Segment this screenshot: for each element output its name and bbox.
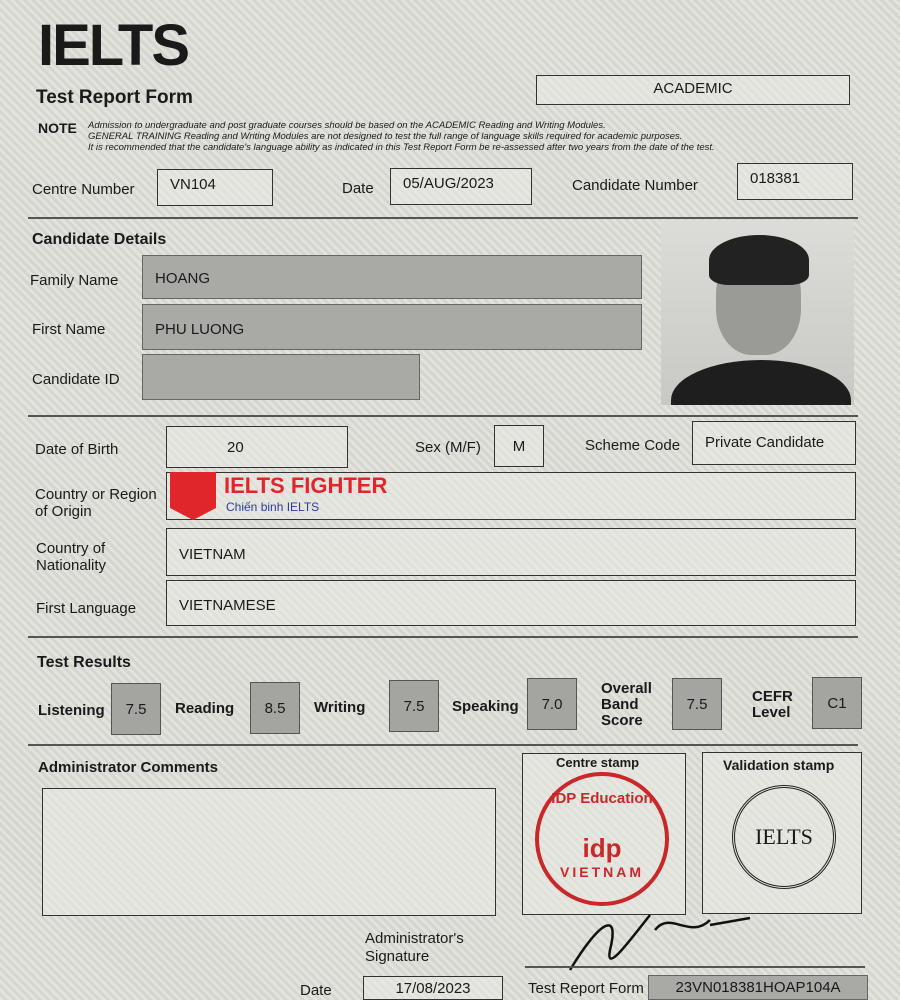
candidate-id	[142, 354, 420, 400]
writing-score: 7.5	[389, 680, 439, 732]
speaking-score: 7.0	[527, 678, 577, 730]
note-label: NOTE	[38, 120, 77, 136]
cefr-level: C1	[812, 677, 862, 729]
trf-number: 23VN018381HOAP104A	[648, 975, 868, 1000]
family-name: HOANG	[142, 255, 642, 299]
speaking-label: Speaking	[452, 698, 519, 715]
stamp-idp: idp	[582, 833, 622, 863]
note-line: Admission to undergraduate and post graduate courses should be based on the ACADEMIC Reading and Writing Modules.	[88, 120, 606, 131]
cefr-label: CEFR Level	[752, 688, 793, 721]
test-date: 05/AUG/2023	[390, 168, 532, 205]
module-box: ACADEMIC	[536, 75, 850, 105]
listening-label: Listening	[38, 702, 105, 719]
date-label: Date	[342, 180, 374, 197]
form-title: Test Report Form	[36, 87, 193, 108]
note-line: GENERAL TRAINING Reading and Writing Modules are not designed to test the full range of language skills required for academic purposes.	[88, 131, 683, 142]
signature	[560, 900, 760, 980]
candidate-number-label: Candidate Number	[572, 177, 698, 194]
comments-label: Administrator Comments	[38, 759, 219, 776]
overall-label: Overall Band Score	[601, 680, 652, 729]
reading-score: 8.5	[250, 682, 300, 734]
ielts-logo: IELTS	[38, 13, 189, 78]
trf-label: Test Report Form	[528, 980, 644, 997]
validation-stamp: IELTS	[732, 785, 836, 889]
first-name: PHU LUONG	[142, 304, 642, 350]
language-label: First Language	[36, 600, 137, 617]
id-label: Candidate ID	[32, 371, 120, 388]
nationality: VIETNAM	[166, 528, 856, 576]
date-label-footer: Date	[300, 982, 332, 999]
scheme-code: Private Candidate	[692, 421, 856, 465]
origin-label: Country or Region of Origin	[35, 486, 157, 520]
scheme-label: Scheme Code	[585, 437, 681, 454]
watermark-tagline: Chiến binh IELTS	[226, 500, 320, 514]
stamp-country: VIETNAM	[560, 864, 644, 880]
candidate-heading: Candidate Details	[32, 231, 167, 248]
signature-label: Administrator's Signature	[365, 930, 464, 965]
watermark-brand: IELTS FIGHTER	[224, 473, 388, 498]
stamp-text: IDP Education	[551, 790, 653, 807]
validation-label: Validation stamp	[723, 757, 835, 773]
overall-score: 7.5	[672, 678, 722, 730]
first-language: VIETNAMESE	[166, 580, 856, 626]
first-label: First Name	[32, 321, 106, 338]
nationality-label: Country of Nationality	[36, 540, 107, 574]
sex-label: Sex (M/F)	[415, 439, 481, 456]
idp-stamp	[535, 772, 669, 906]
date-of-birth: 20	[166, 426, 348, 468]
centre-label: Centre Number	[32, 181, 135, 198]
note-text	[88, 120, 715, 153]
centre-stamp-label: Centre stamp	[556, 755, 640, 770]
centre-number: VN104	[157, 169, 273, 206]
comments-box	[42, 788, 496, 916]
candidate-number: 018381	[737, 163, 853, 200]
listening-score: 7.5	[111, 683, 161, 735]
family-label: Family Name	[30, 272, 119, 289]
note-line: It is recommended that the candidate's language ability as indicated in this Test Report Form be re-assessed after two years from the date of the test.	[88, 142, 715, 153]
dob-label: Date of Birth	[35, 441, 119, 458]
reading-label: Reading	[175, 700, 235, 717]
admin-date: 17/08/2023	[363, 976, 503, 1000]
sex: M	[494, 425, 544, 467]
writing-label: Writing	[314, 699, 366, 716]
results-heading: Test Results	[37, 654, 131, 671]
candidate-photo	[661, 220, 854, 405]
